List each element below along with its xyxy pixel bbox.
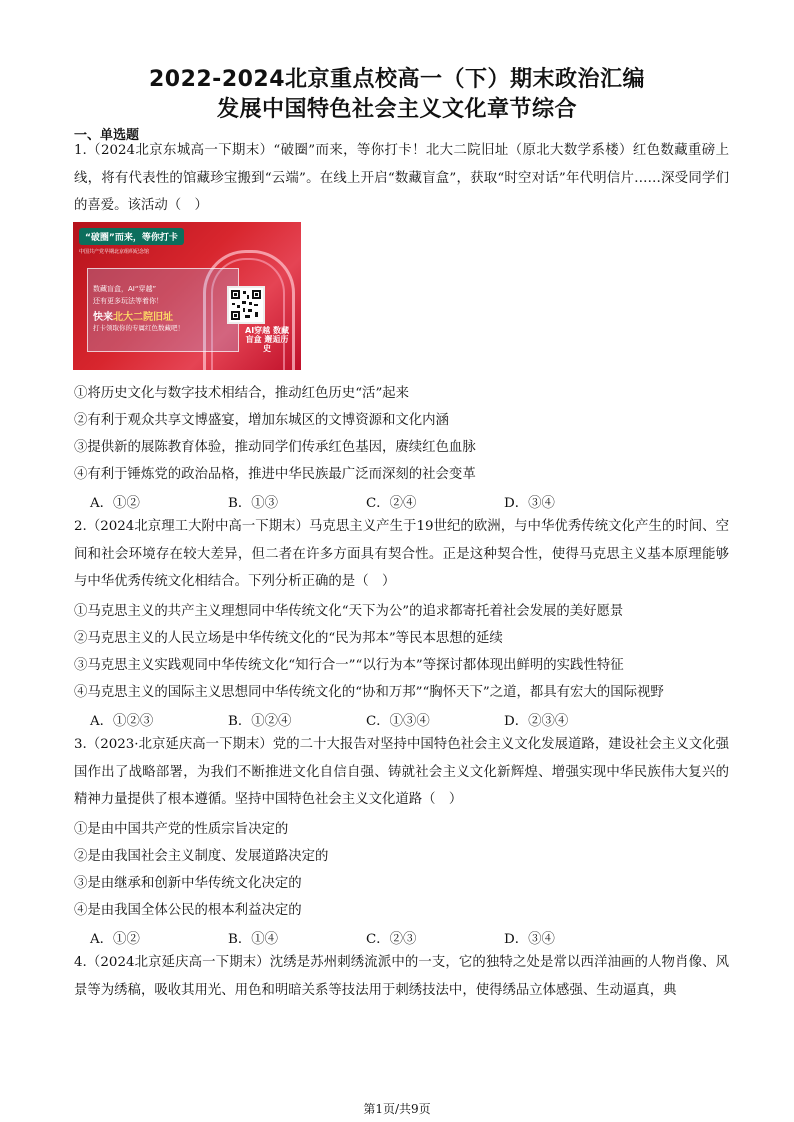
promo-header: “破圈”而来，等你打卡 xyxy=(79,228,184,245)
option-d: D．②③④ xyxy=(504,714,569,729)
promo-line-4: 打卡领取你的专属红色数藏吧！ xyxy=(93,324,184,332)
option-d: D．③④ xyxy=(504,496,555,511)
promo-line-3 xyxy=(93,308,173,323)
question-3-options xyxy=(90,928,642,947)
option-c: C．①③④ xyxy=(366,714,430,729)
option-b: B．①③ xyxy=(228,496,279,511)
question-2-stem: 2.（2024北京理工大附中高一下期末）马克思主义产生于19世纪的欧洲，与中华优秀传统文化产生的时间、空间和社会环境存在较大差异，但二者在许多方面具有契合性。正是这种契合性，使得马克思主义基本原理能够与中华优秀传统文化相结合。下列分析正确的是（ ） xyxy=(74,519,729,589)
question-1-item-3: ③提供新的展陈教育体验，推动同学们传承红色基因，赓续红色血脉 xyxy=(74,440,476,455)
option-a: A．①②③ xyxy=(90,714,154,729)
option-b: B．①④ xyxy=(228,932,279,947)
question-1-options xyxy=(90,492,642,511)
option-d: D．③④ xyxy=(504,932,555,947)
promo-ai-text: AI穿越 数藏盲盒 邂逅历史 xyxy=(245,326,289,353)
question-2-options xyxy=(90,710,642,729)
page-footer: 第1页/共9页 xyxy=(363,1102,431,1116)
option-c: C．②③ xyxy=(366,932,417,947)
question-2-item-3: ③马克思主义实践观同中华传统文化“知行合一”“以行为本”等探讨都体现出鲜明的实践性特征 xyxy=(74,658,624,673)
promo-line-3a: 快来 xyxy=(93,312,113,323)
promo-line-2: 还有更多玩法等着你！ xyxy=(93,297,163,305)
document-subtitle: 发展中国特色社会主义文化章节综合 xyxy=(216,97,577,122)
option-a: A．①② xyxy=(90,496,140,511)
question-4-stem: 4.（2024北京延庆高一下期末）沈绣是苏州刺绣流派中的一支，它的独特之处是常以西洋油画的人物肖像、风景等为绣稿，吸收其用光、用色和明暗关系等技法用于刺绣技法中，使得绣品立体感强、生动逼真，典 xyxy=(74,955,729,998)
question-1-item-1: ①将历史文化与数字技术相结合，推动红色历史“活”起来 xyxy=(74,386,410,401)
promo-subtitle: 中国共产党早期北京组织纪念馆 xyxy=(79,249,150,255)
question-3-item-4: ④是由我国全体公民的根本利益决定的 xyxy=(74,903,302,918)
question-1-item-4: ④有利于锤炼党的政治品格，推进中华民族最广泛而深刻的社会变革 xyxy=(74,467,476,482)
question-1-image xyxy=(73,222,301,370)
option-a: A．①② xyxy=(90,932,140,947)
question-3-item-3: ③是由继承和创新中华传统文化决定的 xyxy=(74,876,302,891)
question-2-item-4: ④马克思主义的国际主义思想同中华传统文化的“协和万邦”“胸怀天下”之道，都具有宏大的国际视野 xyxy=(74,685,664,700)
question-1-item-2: ②有利于观众共享文博盛宴，增加东城区的文博资源和文化内涵 xyxy=(74,413,449,428)
question-2-item-1: ①马克思主义的共产主义理想同中华传统文化“天下为公”的追求都寄托着社会发展的美好愿景 xyxy=(74,604,624,619)
option-c: C．②④ xyxy=(366,496,417,511)
section-heading: 一、单选题 xyxy=(74,128,140,143)
promo-line-1: 数藏盲盒，AI“穿越” xyxy=(93,285,157,293)
question-3-item-1: ①是由中国共产党的性质宗旨决定的 xyxy=(74,822,289,837)
qr-code-icon xyxy=(227,286,265,324)
document-title: 2022-2024北京重点校高一（下）期末政治汇编 xyxy=(148,67,646,92)
question-3-stem: 3.（2023·北京延庆高一下期末）党的二十大报告对坚持中国特色社会主义文化发展道路，建设社会主义文化强国作出了战略部署，为我们不断推进文化自信自强、铸就社会主义文化新辉煌、增强实现中华民族伟大复兴的精神力量提供了根本遵循。坚持中国特色社会主义文化道路（ ） xyxy=(74,737,729,807)
question-2-item-2: ②马克思主义的人民立场是中华传统文化的“民为邦本”等民本思想的延续 xyxy=(74,631,503,646)
promo-line-3b: 北大二院旧址 xyxy=(113,312,173,323)
question-1-stem: 1.（2024北京东城高一下期末）“破圈”而来，等你打卡！北大二院旧址（原北大数学系楼）红色数藏重磅上线，将有代表性的馆藏珍宝搬到“云端”。在线上开启“数藏盲盒”，获取“时空对话”年代明信片……深受同学们的喜爱。该活动（ ） xyxy=(74,143,729,213)
question-3-item-2: ②是由我国社会主义制度、发展道路决定的 xyxy=(74,849,329,864)
option-b: B．①②④ xyxy=(228,714,292,729)
